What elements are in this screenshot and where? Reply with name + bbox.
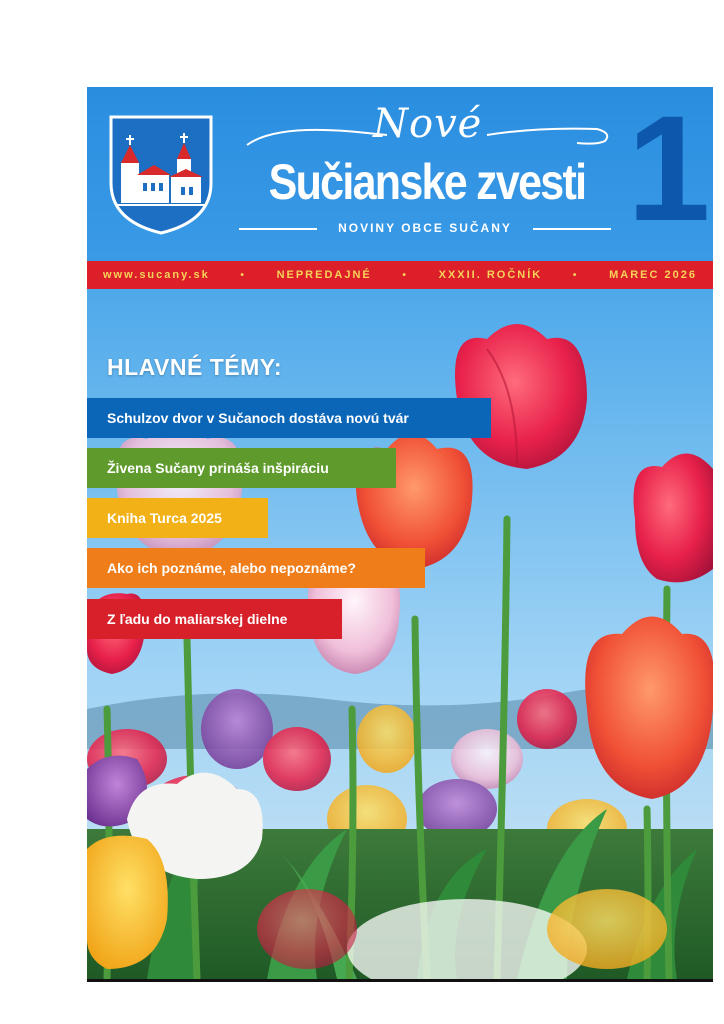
topic-item[interactable]: Ako ich poznáme, alebo nepoznáme? xyxy=(87,548,425,588)
separator: • xyxy=(402,269,408,281)
separator: • xyxy=(572,269,579,281)
masthead xyxy=(87,87,713,261)
website-link[interactable]: www.sucany.sk xyxy=(103,269,210,281)
issue-number: 1 xyxy=(627,87,711,252)
newsletter-subtitle: NOVINY OBCE SUČANY xyxy=(338,221,512,235)
script-title: Nové xyxy=(373,101,483,147)
volume-label: XXXII. ROČNÍK xyxy=(438,269,543,281)
topic-item[interactable]: Z ľadu do maliarskej dielne xyxy=(87,599,342,639)
topics-heading: HLAVNÉ TÉMY: xyxy=(107,354,283,380)
price-label: NEPREDAJNÉ xyxy=(276,269,372,281)
topic-item[interactable]: Schulzov dvor v Sučanoch dostáva novú tvár xyxy=(87,398,491,438)
topic-item[interactable]: Živena Sučany prináša inšpiráciu xyxy=(87,448,396,488)
church-coat-of-arms-icon xyxy=(107,113,215,237)
topic-item[interactable]: Kniha Turca 2025 xyxy=(87,498,268,538)
divider xyxy=(239,228,317,230)
info-strip xyxy=(87,261,713,289)
separator: • xyxy=(240,269,246,281)
subtitle-row xyxy=(239,219,611,237)
newsletter-title: Sučianske zvesti xyxy=(268,154,586,210)
divider xyxy=(533,228,611,230)
issue-date: MAREC 2026 xyxy=(609,269,697,281)
newsletter-cover xyxy=(87,87,713,982)
